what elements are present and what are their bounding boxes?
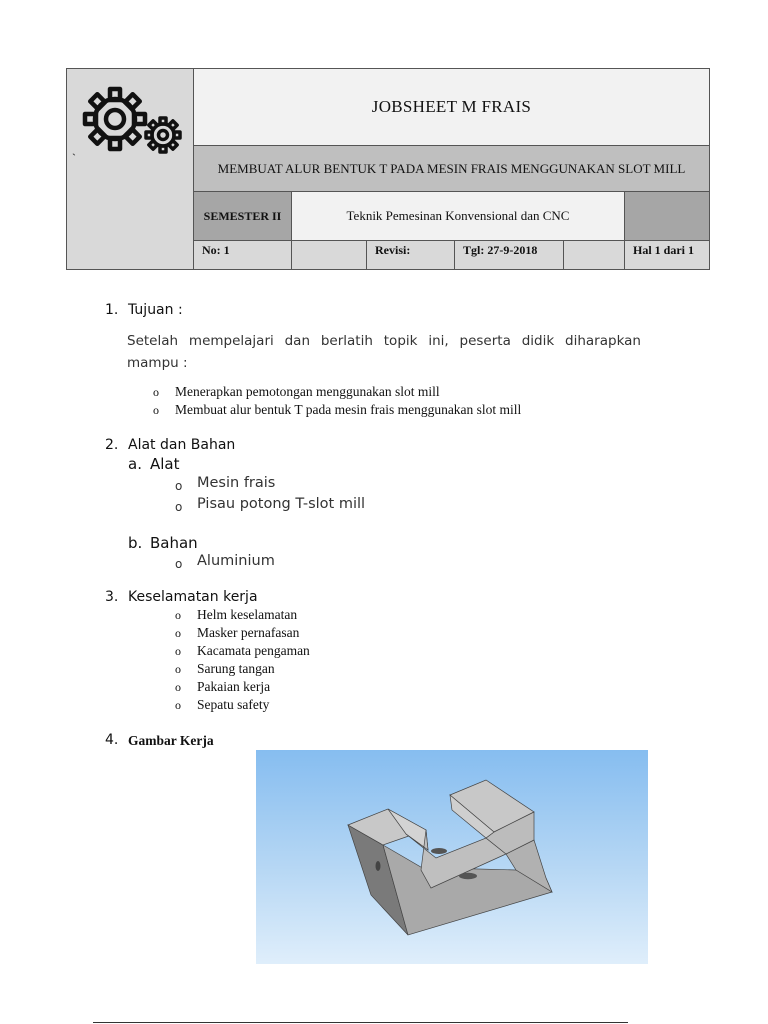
t-slot-block-icon (256, 750, 648, 964)
subsection-heading-bahan: Bahan (150, 534, 198, 552)
bullet-icon: o (175, 698, 181, 712)
empty-meta-cell (564, 241, 625, 269)
section-heading-tujuan: Tujuan : (128, 302, 183, 318)
footer-divider (93, 1022, 628, 1023)
bullet-icon: o (153, 385, 159, 399)
section-heading-keselamatan: Keselamatan kerja (128, 589, 258, 605)
document-title: JOBSHEET M FRAIS (194, 69, 709, 146)
bullet-icon: o (175, 662, 181, 676)
gears-icon (75, 83, 183, 155)
empty-meta-cell (292, 241, 367, 269)
list-item: o Membuat alur bentuk T pada mesin frais menggunakan slot mill (153, 402, 522, 417)
bullet-icon: o (175, 479, 183, 493)
list-item: o Aluminium (175, 551, 275, 572)
list-item: o Pisau potong T-slot mill (175, 494, 365, 515)
bullet-icon: o (175, 500, 183, 514)
subsection-heading-alat: Alat (150, 455, 180, 473)
bullet-icon: o (153, 403, 159, 417)
jobsheet-header-table (66, 68, 710, 270)
bullet-icon: o (175, 626, 181, 640)
list-item: o Sepatu safety (175, 697, 270, 712)
subsection-letter: b. (128, 534, 143, 552)
bullet-icon: o (175, 557, 183, 571)
bullet-icon: o (175, 608, 181, 622)
list-item: o Mesin frais (175, 473, 365, 494)
keselamatan-list (175, 606, 310, 714)
list-item: o Pakaian kerja (175, 679, 271, 694)
list-item: o Helm keselamatan (175, 607, 298, 622)
bullet-icon: o (175, 680, 181, 694)
date-label: Tgl: 27-9-2018 (455, 241, 564, 269)
program-name: Teknik Pemesinan Konvensional dan CNC (292, 192, 625, 241)
list-item: o Menerapkan pemotongan menggunakan slot mill (153, 384, 440, 399)
page-count: Hal 1 dari 1 (625, 241, 709, 269)
section-number: 2. (105, 437, 119, 453)
stray-mark: ` (72, 151, 76, 165)
section-number: 1. (105, 302, 119, 318)
section-heading-gambar: Gambar Kerja (128, 733, 214, 748)
list-item: o Masker pernafasan (175, 625, 300, 640)
tujuan-list (153, 383, 521, 419)
tujuan-paragraph: Setelah mempelajari dan berlatih topik ini, peserta didik diharapkan mampu : (127, 333, 641, 371)
blank-cell (625, 192, 709, 241)
list-item: o Kacamata pengaman (175, 643, 310, 658)
section-number: 4. (105, 732, 119, 748)
subsection-letter: a. (128, 455, 142, 473)
section-heading-alat-bahan: Alat dan Bahan (128, 437, 236, 453)
semester-label: SEMESTER II (194, 192, 292, 241)
document-subtitle: MEMBUAT ALUR BENTUK T PADA MESIN FRAIS MENGGUNAKAN SLOT MILL (194, 146, 709, 192)
revision-label: Revisi: (367, 241, 455, 269)
bullet-icon: o (175, 644, 181, 658)
work-drawing-figure (256, 750, 648, 964)
doc-number: No: 1 (194, 241, 292, 269)
logo-cell (67, 69, 194, 269)
alat-list (175, 473, 365, 515)
bahan-list (175, 551, 275, 572)
list-item: o Sarung tangan (175, 661, 275, 676)
section-number: 3. (105, 589, 119, 605)
